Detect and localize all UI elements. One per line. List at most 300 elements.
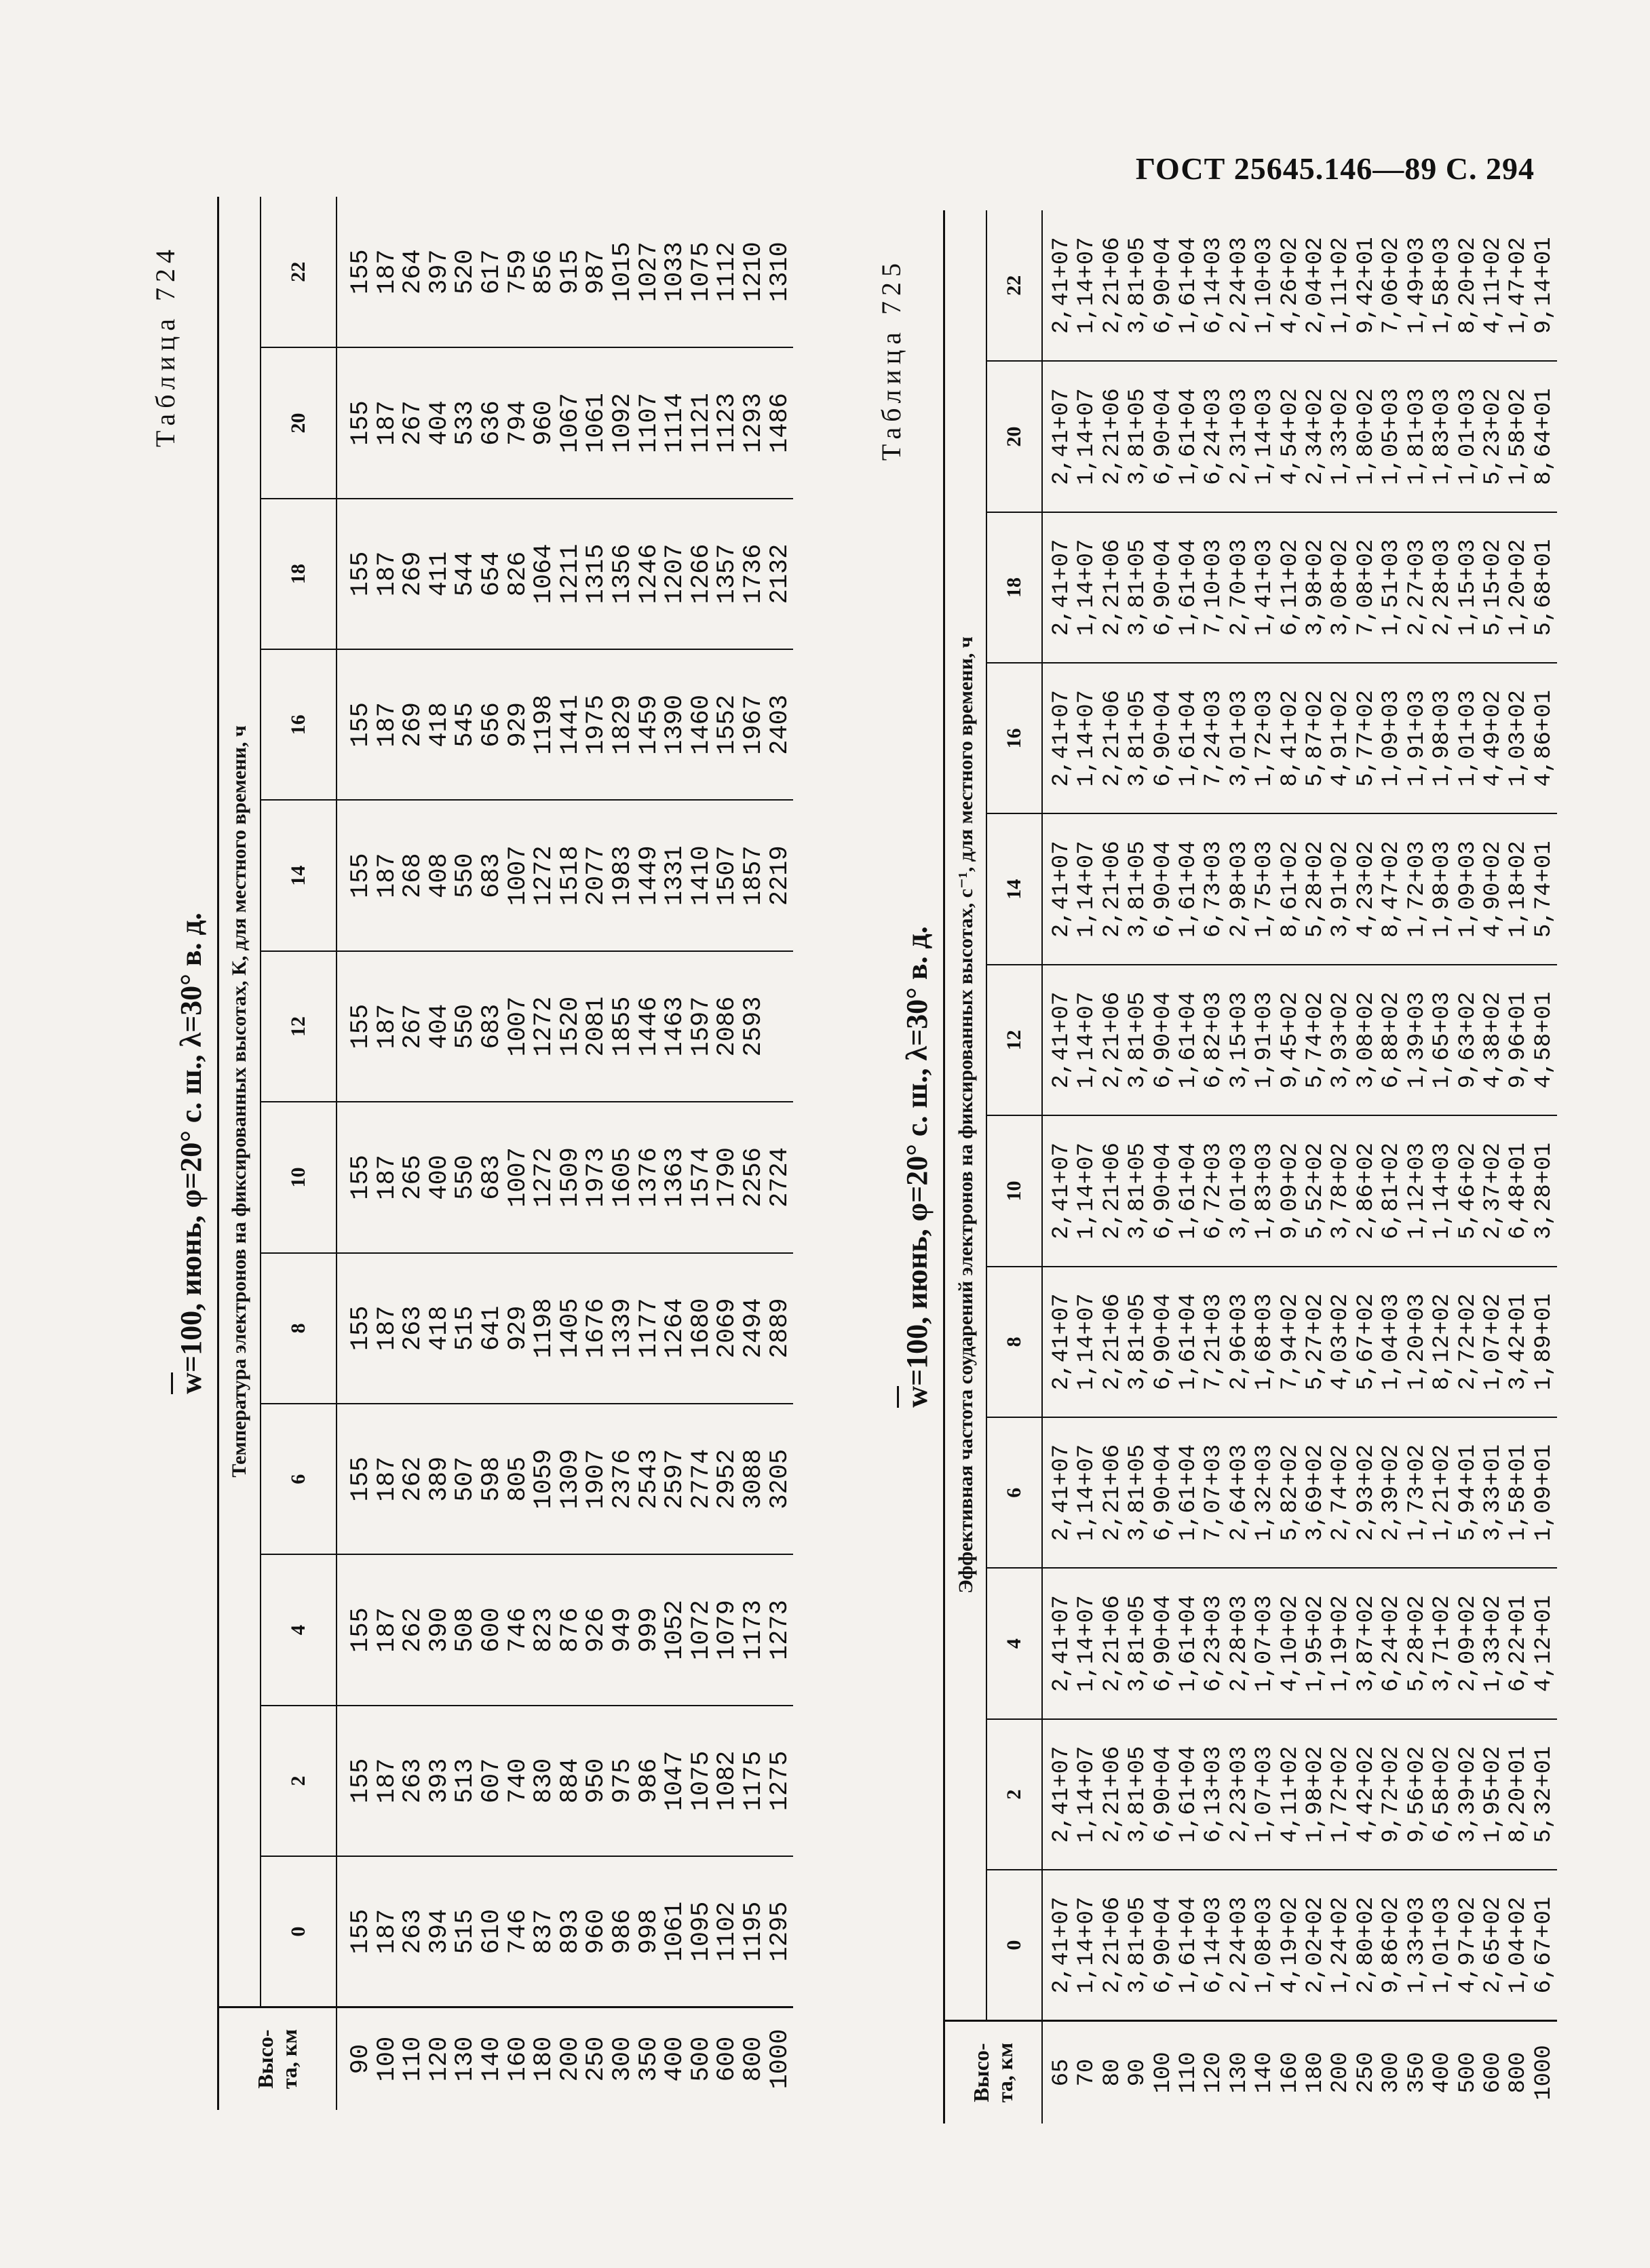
- table-cell: 4,19+02: [1277, 1896, 1303, 1994]
- hour-header: 8: [986, 1267, 1042, 1417]
- table-cell: 2,21+06: [1099, 237, 1126, 334]
- table-cell: 1,75+03: [1252, 841, 1278, 938]
- table-cell: 1597: [687, 996, 716, 1057]
- table-cell: 641: [477, 1305, 506, 1351]
- table-cell: 187: [372, 1003, 402, 1050]
- table-cell: 1,61+04: [1176, 388, 1202, 485]
- table-cell: 1273: [765, 1600, 794, 1660]
- table-cell: 9,72+02: [1379, 1746, 1405, 1843]
- table-cell: 1246: [634, 543, 664, 604]
- table-cell: 3,28+01: [1531, 1142, 1557, 1239]
- hour-column: [337, 801, 793, 951]
- table-cell: 986: [634, 1758, 664, 1804]
- table-cell: 3,81+05: [1125, 237, 1151, 334]
- table-cell: 1,61+04: [1176, 689, 1202, 787]
- table-cell: 1,32+03: [1252, 1444, 1278, 1541]
- table-cell: 6,90+04: [1150, 1896, 1176, 1994]
- table-cell: 1,95+02: [1480, 1746, 1506, 1843]
- table-cell: 8,47+02: [1379, 841, 1405, 938]
- table-cell: 1,20+02: [1505, 539, 1532, 636]
- table-cell: 1173: [739, 1600, 768, 1660]
- table-cell: 3,69+02: [1303, 1444, 1329, 1541]
- table-cell: 3,39+02: [1455, 1746, 1481, 1843]
- table-cell: 1266: [687, 543, 716, 604]
- table-cell: 1,14+03: [1430, 1142, 1456, 1239]
- table-cell: 1,07+03: [1252, 1746, 1278, 1843]
- table-cell: 2,64+03: [1226, 1444, 1252, 1541]
- table-cell: 6,90+04: [1150, 1293, 1176, 1391]
- table-cell: 1061: [661, 1901, 690, 1962]
- table-cell: 268: [399, 853, 428, 898]
- altitude-value: 80: [1099, 2058, 1126, 2087]
- table-cell: 6,14+03: [1201, 237, 1227, 334]
- hour-header: 22: [986, 210, 1042, 361]
- altitude-header: Высо- та, км: [944, 2021, 1043, 2124]
- table-cell: 654: [477, 551, 506, 597]
- altitude-value: 130: [1226, 2052, 1252, 2094]
- table-cell: 2,41+07: [1049, 1444, 1075, 1541]
- table-cell: 9,86+02: [1379, 1896, 1405, 1994]
- table-cell: 1357: [713, 543, 742, 604]
- table-cell: 1210: [739, 242, 768, 303]
- table-cell: 1,33+02: [1480, 1595, 1506, 1692]
- table-cell: 2,24+03: [1226, 1896, 1252, 1994]
- table-cell: 740: [503, 1758, 533, 1804]
- table-cell: 507: [451, 1456, 480, 1502]
- table-cell: 411: [425, 551, 454, 597]
- table-cell: 1175: [739, 1750, 768, 1811]
- table-cell: 1114: [661, 393, 690, 453]
- table-cell: 550: [451, 1003, 480, 1050]
- table-cell: 2,02+02: [1303, 1896, 1329, 1994]
- table-cell: 2,41+07: [1049, 539, 1075, 636]
- table-cell: 5,28+02: [1303, 841, 1329, 938]
- table-cell: 6,90+04: [1150, 1595, 1176, 1692]
- table-cell: 1983: [608, 845, 637, 906]
- table-cell: 2,21+06: [1099, 1746, 1126, 1843]
- table-cell: 1107: [634, 393, 664, 453]
- table-cell: 1315: [582, 543, 611, 604]
- table-cell: 5,28+02: [1404, 1595, 1430, 1692]
- table-cell: 1,04+02: [1505, 1896, 1532, 1994]
- table-cell: 2,41+07: [1049, 1896, 1075, 1994]
- table-cell: 4,42+02: [1353, 1746, 1379, 1843]
- table-cell: 8,20+01: [1505, 1746, 1532, 1843]
- table-cell: 1177: [634, 1298, 664, 1359]
- table-cell: 610: [477, 1908, 506, 1955]
- table-cell: 1,14+07: [1074, 237, 1100, 334]
- table-cell: 404: [425, 400, 454, 446]
- table-cell: 1,98+03: [1430, 689, 1456, 787]
- table-cell: 2,41+07: [1049, 1142, 1075, 1239]
- hour-column: [1042, 814, 1557, 965]
- table-cell: 9,14+01: [1531, 237, 1557, 334]
- table-cell: 9,56+02: [1404, 1746, 1430, 1843]
- table-cell: 1,14+07: [1074, 689, 1100, 787]
- altitude-value: 90: [347, 2043, 375, 2075]
- table-cell: 1272: [530, 1147, 559, 1208]
- table-cell: 8,20+02: [1455, 237, 1481, 334]
- table-cell: 2,41+07: [1049, 388, 1075, 485]
- table-cell: 759: [503, 249, 533, 294]
- table-cell: 262: [399, 1607, 428, 1653]
- table-cell: 2376: [608, 1448, 637, 1510]
- hour-column: [337, 347, 793, 498]
- table-cell: 2,41+07: [1049, 991, 1075, 1089]
- table-cell: 550: [451, 853, 480, 898]
- table-cell: 187: [372, 702, 402, 748]
- hour-header: 10: [261, 1102, 337, 1252]
- table-cell: 1,19+02: [1328, 1595, 1354, 1692]
- table-cell: 394: [425, 1908, 454, 1955]
- table-cell: 1,21+02: [1430, 1444, 1456, 1541]
- table-cell: 1446: [634, 996, 664, 1057]
- altitude-value: 400: [661, 2036, 690, 2082]
- table-cell: 1463: [661, 996, 690, 1057]
- table-cell: 2,28+03: [1226, 1595, 1252, 1692]
- table-cell: 5,27+02: [1303, 1293, 1329, 1391]
- hour-column: [337, 1404, 793, 1554]
- hour-header: 14: [986, 814, 1042, 965]
- table-cell: 926: [582, 1607, 611, 1653]
- table-cell: 6,67+01: [1531, 1896, 1557, 1994]
- table-cell: 1033: [661, 242, 690, 303]
- altitude-header: Высо- та, км: [218, 2007, 337, 2111]
- table-cell: 155: [347, 1758, 375, 1804]
- table-cell: 6,90+04: [1150, 1142, 1176, 1239]
- table-cell: 1,47+02: [1505, 237, 1532, 334]
- table-cell: 8,41+02: [1277, 689, 1303, 787]
- table-cell: 2,41+07: [1049, 1746, 1075, 1843]
- table-cell: 1520: [556, 996, 585, 1057]
- table-cell: 263: [399, 1305, 428, 1351]
- table-cell: 2,41+07: [1049, 689, 1075, 787]
- table-cell: 1,24+02: [1328, 1896, 1354, 1994]
- table-cell: 929: [503, 1305, 533, 1351]
- table-cell: 3088: [739, 1448, 768, 1510]
- table-cell: 1390: [661, 694, 690, 755]
- table-cell: 187: [372, 1758, 402, 1804]
- altitude-value: 600: [1480, 2052, 1506, 2094]
- table-cell: 6,81+02: [1379, 1142, 1405, 1239]
- table-cell: 3,01+03: [1226, 689, 1252, 787]
- table-cell: 1,98+03: [1430, 841, 1456, 938]
- hour-column: [337, 1102, 793, 1252]
- table-cell: 2,98+03: [1226, 841, 1252, 938]
- table-cell: 155: [347, 1305, 375, 1351]
- table-cell: 1,61+04: [1176, 539, 1202, 636]
- table-cell: 155: [347, 551, 375, 597]
- table-cell: 949: [608, 1607, 637, 1653]
- table-cell: 1410: [687, 845, 716, 906]
- table-cell: 3,81+05: [1125, 388, 1151, 485]
- table-cell: 1211: [556, 543, 585, 604]
- table-cell: 262: [399, 1456, 428, 1502]
- table-cell: 187: [372, 853, 402, 898]
- altitude-value: 1000: [765, 2029, 794, 2090]
- table-cell: 2,28+03: [1430, 539, 1456, 636]
- table-cell: 2069: [713, 1298, 742, 1359]
- table-cell: 6,14+03: [1201, 1896, 1227, 1994]
- table-cell: 1,14+07: [1074, 388, 1100, 485]
- table-cell: 1,61+04: [1176, 1595, 1202, 1692]
- altitude-value: 200: [1328, 2052, 1354, 2094]
- table-cell: 6,88+02: [1379, 991, 1405, 1089]
- table-cell: 1,51+03: [1379, 539, 1405, 636]
- table-cell: 683: [477, 853, 506, 898]
- table-cell: 4,86+01: [1531, 689, 1557, 787]
- table-cell: 2,39+02: [1379, 1444, 1405, 1541]
- table-cell: 408: [425, 853, 454, 898]
- table-cell: 1,65+03: [1430, 991, 1456, 1089]
- table-cell: 7,10+03: [1201, 539, 1227, 636]
- table-cell: 1,61+04: [1176, 1444, 1202, 1541]
- table-cell: 6,24+03: [1201, 388, 1227, 485]
- table-cell: 2774: [687, 1448, 716, 1510]
- table-cell: 4,11+02: [1277, 1746, 1303, 1843]
- table-cell: 1,12+03: [1404, 1142, 1430, 1239]
- table-cell: 960: [530, 400, 559, 446]
- table-cell: 2077: [582, 845, 611, 906]
- table-cell: 1339: [608, 1298, 637, 1359]
- altitude-value: 140: [477, 2036, 506, 2082]
- table-cell: 1331: [661, 845, 690, 906]
- table-cell: 5,94+01: [1455, 1444, 1481, 1541]
- table-cell: 1047: [661, 1750, 690, 1811]
- table-cell: 8,64+01: [1531, 388, 1557, 485]
- table-cell: 400: [425, 1155, 454, 1200]
- table-cell: 805: [503, 1456, 533, 1502]
- table-cell: 2,21+06: [1099, 539, 1126, 636]
- table-cell: 2889: [765, 1298, 794, 1359]
- table-cell: 2,93+02: [1353, 1444, 1379, 1541]
- table-cell: 1,14+07: [1074, 1293, 1100, 1391]
- table-cell: 656: [477, 702, 506, 748]
- table-cell: 1095: [687, 1901, 716, 1962]
- table-cell: 3,15+03: [1226, 991, 1252, 1089]
- table-cell: 986: [608, 1908, 637, 1955]
- table-cell: 1,04+03: [1379, 1293, 1405, 1391]
- table-cell: 6,90+04: [1150, 689, 1176, 787]
- table-cell: 6,90+04: [1150, 991, 1176, 1089]
- table-cell: 3,81+05: [1125, 1746, 1151, 1843]
- altitude-value: 350: [634, 2036, 664, 2082]
- table-cell: 1015: [608, 242, 637, 303]
- table-cell: 418: [425, 1305, 454, 1351]
- table-cell: 1082: [713, 1750, 742, 1811]
- table-cell: 1680: [687, 1298, 716, 1359]
- title-variable: w: [897, 1386, 934, 1408]
- table-cell: 1,14+07: [1074, 539, 1100, 636]
- hour-column: [1042, 1870, 1557, 2020]
- table-cell: 960: [582, 1908, 611, 1955]
- table-cell: 2543: [634, 1448, 664, 1510]
- table-cell: 187: [372, 1456, 402, 1502]
- table-cell: 975: [608, 1758, 637, 1804]
- table-cell: 1,61+04: [1176, 1293, 1202, 1391]
- table-cell: 1075: [687, 242, 716, 303]
- table-cell: 1,14+07: [1074, 1142, 1100, 1239]
- table-cell: 1,07+02: [1480, 1293, 1506, 1391]
- table-caption: Температура электронов на фиксированных высотах, К, для местного времени, ч: [218, 197, 261, 2007]
- altitude-value: 180: [1303, 2052, 1329, 2094]
- hour-header: 20: [261, 347, 337, 498]
- hour-column: [1042, 1115, 1557, 1266]
- table-cell: 1,72+03: [1404, 841, 1430, 938]
- altitude-value: 120: [1201, 2052, 1227, 2094]
- table-cell: 837: [530, 1908, 559, 1955]
- altitude-value: 110: [399, 2036, 428, 2082]
- table-cell: 5,74+01: [1531, 841, 1557, 938]
- hour-column: [1042, 210, 1557, 361]
- table-cell: 607: [477, 1758, 506, 1804]
- hour-column: [1042, 1417, 1557, 1568]
- table-cell: 9,63+02: [1455, 991, 1481, 1089]
- table-cell: 1272: [530, 996, 559, 1057]
- table-cell: 2,72+02: [1455, 1293, 1481, 1391]
- table-cell: 6,13+03: [1201, 1746, 1227, 1843]
- table-cell: 1,58+02: [1505, 388, 1532, 485]
- altitude-value: 70: [1074, 2058, 1100, 2087]
- table-cell: 1059: [530, 1448, 559, 1510]
- table-cell: 1,09+03: [1455, 841, 1481, 938]
- table-cell: 1973: [582, 1147, 611, 1208]
- table-cell: 390: [425, 1607, 454, 1653]
- table-cell: 3,91+02: [1328, 841, 1354, 938]
- altitude-value: 250: [582, 2036, 611, 2082]
- table-cell: 1,83+03: [1430, 388, 1456, 485]
- table-cell: 2132: [765, 543, 794, 604]
- table-cell: 5,23+02: [1480, 388, 1506, 485]
- hour-header: 0: [261, 1856, 337, 2007]
- table-cell: 1,68+03: [1252, 1293, 1278, 1391]
- table-cell: 533: [451, 400, 480, 446]
- table-cell: 6,73+03: [1201, 841, 1227, 938]
- table-cell: 4,03+02: [1328, 1293, 1354, 1391]
- table-cell: 1,61+04: [1176, 991, 1202, 1089]
- table-cell: 1,72+03: [1252, 689, 1278, 787]
- hour-header: 2: [261, 1706, 337, 1856]
- hour-header: 4: [261, 1554, 337, 1705]
- table-cell: 1,14+07: [1074, 841, 1100, 938]
- table-cell: 515: [451, 1908, 480, 1955]
- table-cell: 2,21+06: [1099, 1444, 1126, 1541]
- table-cell: 1,14+07: [1074, 1595, 1100, 1692]
- table-cell: 1,05+03: [1379, 388, 1405, 485]
- table-cell: 4,38+02: [1480, 991, 1506, 1089]
- table-cell: 187: [372, 249, 402, 294]
- table-cell: 1,20+03: [1404, 1293, 1430, 1391]
- table-cell: 6,11+02: [1277, 539, 1303, 636]
- table-cell: 5,15+02: [1480, 539, 1506, 636]
- table-cell: 5,32+01: [1531, 1746, 1557, 1843]
- table-cell: 1,61+04: [1176, 237, 1202, 334]
- table-cell: 1,08+03: [1252, 1896, 1278, 1994]
- table-cell: 6,90+04: [1150, 841, 1176, 938]
- altitude-value: 110: [1176, 2052, 1202, 2094]
- table-cell: 1112: [713, 242, 742, 303]
- table-cell: 1,89+01: [1531, 1293, 1557, 1391]
- table-cell: 1574: [687, 1147, 716, 1208]
- altitude-value: 160: [1277, 2052, 1303, 2094]
- table-cell: 263: [399, 1758, 428, 1804]
- table-cell: 6,90+04: [1150, 388, 1176, 485]
- table-cell: 9,09+02: [1277, 1142, 1303, 1239]
- table-cell: 2,21+06: [1099, 1595, 1126, 1692]
- altitude-value: 90: [1125, 2058, 1151, 2087]
- table-cell: 1061: [582, 393, 611, 453]
- table-cell: 1486: [765, 393, 794, 453]
- altitude-value: 400: [1430, 2052, 1456, 2094]
- table-cell: 6,90+04: [1150, 237, 1176, 334]
- table-cell: 636: [477, 400, 506, 446]
- table-cell: 794: [503, 400, 533, 446]
- table-cell: 3,81+05: [1125, 1444, 1151, 1541]
- table-cell: 1,61+04: [1176, 1746, 1202, 1843]
- table-cell: 1855: [608, 996, 637, 1057]
- table-cell: 3,81+05: [1125, 539, 1151, 636]
- table-cell: 2724: [765, 1147, 794, 1208]
- table-cell: 1,72+02: [1328, 1746, 1354, 1843]
- table-cell: 1518: [556, 845, 585, 906]
- table-cell: 1007: [503, 845, 533, 906]
- table-cell: 876: [556, 1607, 585, 1653]
- hour-header: 20: [986, 361, 1042, 512]
- table-cell: 6,90+04: [1150, 1746, 1176, 1843]
- table-cell: 1736: [739, 543, 768, 604]
- table-cell: 1,10+03: [1252, 237, 1278, 334]
- altitude-column: [1042, 2021, 1557, 2124]
- table-cell: 1,81+03: [1404, 388, 1430, 485]
- table-cell: 2,65+02: [1480, 1896, 1506, 1994]
- table-cell: 3,81+05: [1125, 689, 1151, 787]
- table-cell: 1,91+03: [1404, 689, 1430, 787]
- table-cell: 4,26+02: [1277, 237, 1303, 334]
- table-cell: 1405: [556, 1298, 585, 1359]
- table-cell: 2,21+06: [1099, 841, 1126, 938]
- table-cell: 1363: [661, 1147, 690, 1208]
- table-cell: 187: [372, 1305, 402, 1351]
- table-cell: 1376: [634, 1147, 664, 1208]
- table-cell: 683: [477, 1003, 506, 1050]
- altitude-value: 130: [451, 2036, 480, 2082]
- table-cell: 3,81+05: [1125, 1142, 1151, 1239]
- table-cell: 7,06+02: [1379, 237, 1405, 334]
- hour-column: [1042, 1267, 1557, 1417]
- table-cell: 7,07+03: [1201, 1444, 1227, 1541]
- table-cell: 3,08+02: [1328, 539, 1354, 636]
- table-cell: 267: [399, 400, 428, 446]
- table-cell: 1,09+03: [1379, 689, 1405, 787]
- table-cell: 3,78+02: [1328, 1142, 1354, 1239]
- table-title: [174, 197, 208, 2110]
- table-cell: 8,12+02: [1430, 1293, 1456, 1391]
- table-cell: 6,24+02: [1379, 1595, 1405, 1692]
- table-cell: 9,96+01: [1505, 991, 1532, 1089]
- hour-column: [1042, 1568, 1557, 1718]
- table-cell: 3,08+02: [1353, 991, 1379, 1089]
- table-cell: 5,74+02: [1303, 991, 1329, 1089]
- table-cell: 513: [451, 1758, 480, 1804]
- table-cell: 3,81+05: [1125, 1896, 1151, 1994]
- table-cell: 1102: [713, 1901, 742, 1962]
- hour-header: 22: [261, 197, 337, 347]
- table-cell: 1,14+07: [1074, 1746, 1100, 1843]
- table-cell: 187: [372, 400, 402, 446]
- hour-header: 10: [986, 1115, 1042, 1266]
- table-cell: 1,41+03: [1252, 539, 1278, 636]
- table-cell: 263: [399, 1908, 428, 1955]
